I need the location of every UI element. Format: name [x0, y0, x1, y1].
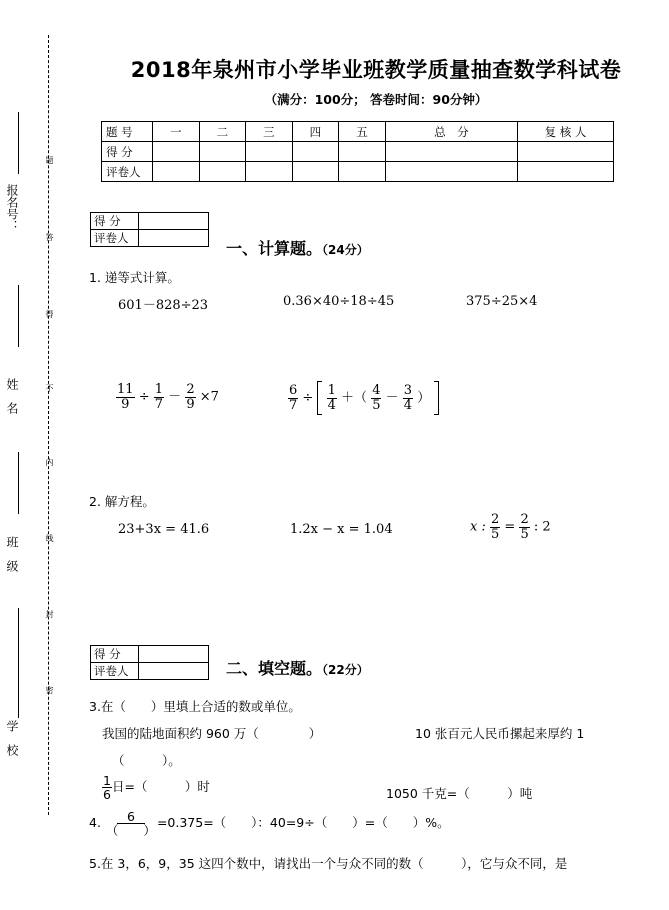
left-bracket: [317, 381, 322, 415]
question-3d: 1050 千克=（ ）吨: [386, 786, 533, 801]
field-line-2: [18, 285, 19, 347]
score-cell[interactable]: [199, 162, 246, 182]
table-row: [102, 162, 614, 182]
right-bracket: [434, 381, 439, 415]
section1-points: （24分）: [322, 243, 369, 257]
score-cell[interactable]: [385, 142, 517, 162]
score-cell[interactable]: [153, 162, 200, 182]
score-cell[interactable]: [139, 230, 209, 247]
score-cell[interactable]: [518, 142, 614, 162]
fraction-expr-1: $\frac{11}{9}$ ÷ $\frac{1}{7}$ － $\frac{2}{9}$ ×7: [117, 382, 219, 412]
table-header: 三: [246, 122, 293, 142]
score-cell[interactable]: [139, 213, 209, 230]
tick-da: 答: [45, 233, 54, 241]
question-1: 1. 递等式计算。: [89, 270, 180, 285]
field-line-1: [18, 112, 19, 174]
section1-heading: [226, 236, 369, 259]
page-subtitle: （满分：100分； 答卷时间：90分钟）: [264, 92, 488, 107]
score-cell[interactable]: [246, 142, 293, 162]
score-cell[interactable]: [139, 663, 209, 680]
fraction: $\frac{6}{7}$: [289, 382, 298, 413]
table-header: 题 号: [102, 122, 153, 142]
fraction: $\frac{2}{9}$: [186, 382, 195, 412]
table-header: 四: [292, 122, 339, 142]
fraction: $\frac{2}{5}$: [520, 512, 529, 542]
name-label: 姓 名: [5, 378, 19, 414]
score-cell[interactable]: [199, 142, 246, 162]
score-label: 得 分: [91, 213, 139, 230]
question-5: 5.在 3，6，9，35 这四个数中，请找出一个与众不同的数（ ），它与众不同，是: [89, 856, 568, 871]
table-row: [102, 122, 614, 142]
class-label: 班 级: [5, 536, 19, 572]
section1-score-box: [90, 212, 209, 247]
grader-label: 评卷人: [91, 663, 139, 680]
expr-1: 601－828÷23: [118, 298, 209, 313]
table-header: 总 分: [385, 122, 517, 142]
school-label: 学 校: [5, 720, 19, 756]
table-header: 五: [339, 122, 386, 142]
section2-points: （22分）: [322, 663, 369, 677]
tick-xian: 线: [45, 534, 54, 542]
equation-3: x : $\frac{2}{5}$ = $\frac{2}{5}$ : 2: [470, 512, 551, 542]
expr-3: 375÷25×4: [466, 294, 538, 309]
question-4: 4. $\frac{6}{( )}$ =0.375=（ ）：40=9÷（ ）=（ ）%。: [89, 809, 450, 839]
equation-2: 1.2x − x = 1.04: [290, 522, 393, 537]
tick-mi: 密: [45, 686, 54, 694]
fraction: $\frac{1}{6}$: [103, 773, 111, 803]
section2-title: 二、填空题。: [226, 659, 323, 678]
score-cell[interactable]: [339, 142, 386, 162]
table-header: 复 核 人: [518, 122, 614, 142]
table-header: 一: [153, 122, 200, 142]
fraction-expr-2: $\frac{6}{7}$ ÷ $\frac{1}{4}$ ＋（ $\frac{4}{5}$ － $\frac{3}{4}$ ）: [288, 381, 439, 415]
fraction: $\frac{2}{5}$: [490, 512, 500, 542]
field-line-4: [18, 608, 19, 718]
section2-score-box: [90, 645, 209, 680]
score-cell[interactable]: [385, 162, 517, 182]
field-line-3: [18, 452, 19, 514]
section1-title: 一、计算题。: [226, 239, 323, 258]
question-3c: $\frac{1}{6}$ 日=（ ）时: [103, 773, 210, 803]
fraction: $\frac{11}{9}$: [117, 382, 134, 412]
score-cell[interactable]: [139, 646, 209, 663]
score-cell[interactable]: [339, 162, 386, 182]
score-cell[interactable]: [292, 142, 339, 162]
fraction: $\frac{1}{4}$: [327, 382, 336, 413]
fraction: $\frac{1}{7}$: [154, 382, 164, 412]
table-row-label: 评卷人: [102, 162, 153, 182]
table-row-label: 得 分: [102, 142, 153, 162]
tick-bu: 不: [45, 384, 54, 392]
page-title: 2018年泉州市小学毕业班教学质量抽查数学科试卷: [130, 58, 622, 82]
grader-label: 评卷人: [91, 230, 139, 247]
tick-de: 得: [45, 310, 54, 318]
table-row: [102, 142, 614, 162]
expr-2: 0.36×40÷18÷45: [283, 294, 395, 309]
tick-ti: 题: [45, 156, 54, 164]
question-3b: 10 张百元人民币摞起来厚约 1: [415, 726, 585, 741]
fraction: $\frac{4}{5}$: [372, 382, 381, 413]
section2-heading: [226, 656, 369, 679]
fraction: $\frac{6}{( )}$: [105, 809, 156, 839]
question-2: 2. 解方程。: [89, 494, 155, 509]
table-header: 二: [199, 122, 246, 142]
question-3b-cont: （ ）。: [112, 753, 181, 768]
score-table: [101, 121, 614, 182]
score-label: 得 分: [91, 646, 139, 663]
tick-feng: 封: [45, 610, 54, 618]
binding-line: [48, 35, 49, 815]
score-cell[interactable]: [292, 162, 339, 182]
fraction: $\frac{3}{4}$: [403, 382, 413, 413]
score-cell[interactable]: [246, 162, 293, 182]
question-3a: 我国的陆地面积约 960 万（ ）: [102, 726, 322, 741]
tick-nei: 内: [45, 458, 54, 466]
registration-label: 报名号：: [5, 184, 19, 232]
equation-1: 23+3x = 41.6: [118, 522, 210, 537]
score-cell[interactable]: [153, 142, 200, 162]
score-cell[interactable]: [518, 162, 614, 182]
question-3: 3.在（ ）里填上合适的数或单位。: [89, 699, 301, 714]
